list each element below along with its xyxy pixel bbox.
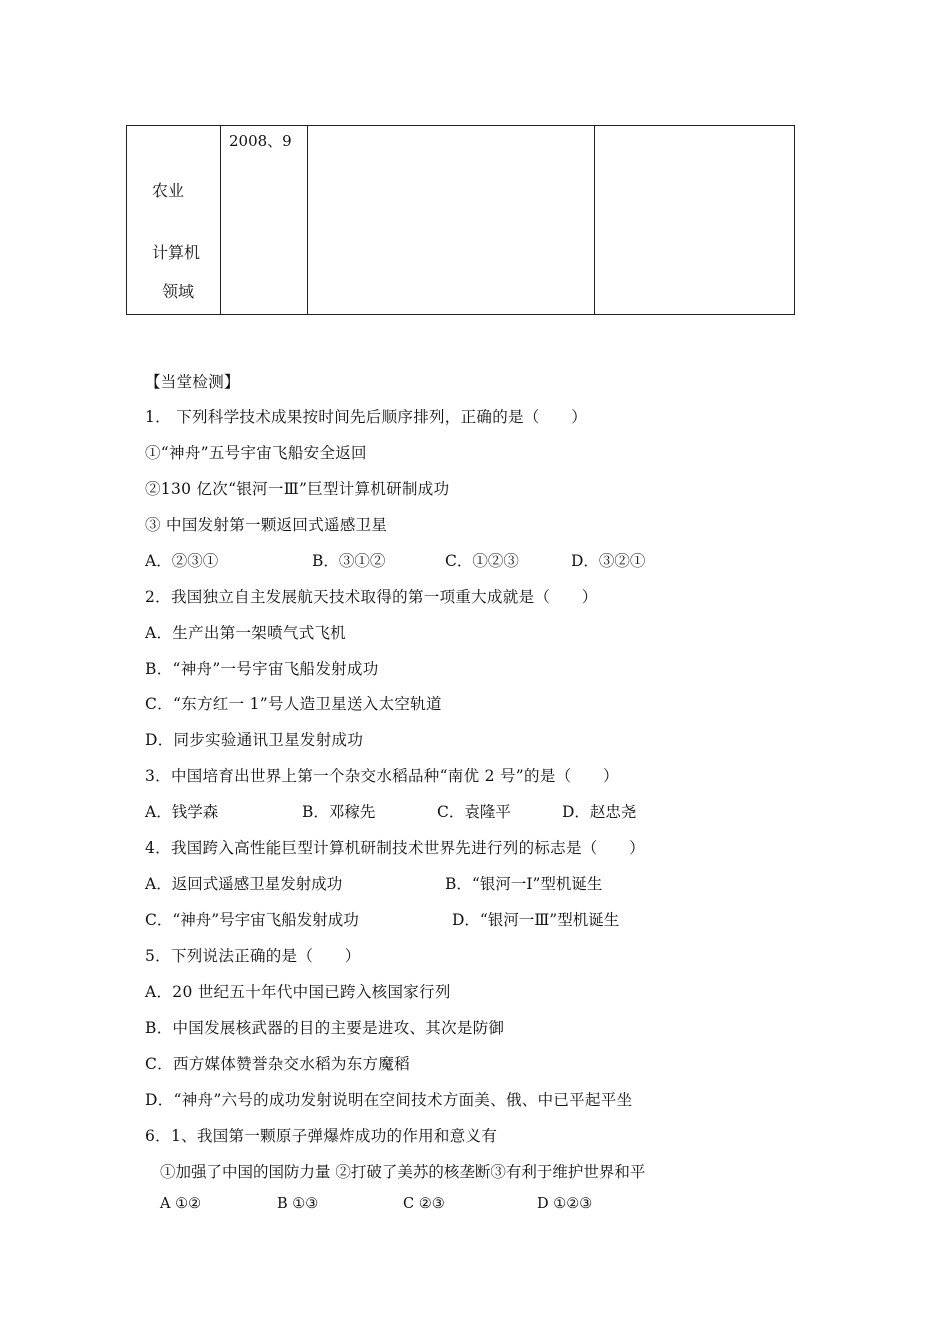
question-item: ①“神舟”五号宇宙飞船安全返回 xyxy=(145,444,367,462)
answer-option: D ①②③ xyxy=(537,1196,593,1212)
table-field-label: 领域 xyxy=(162,282,195,301)
answer-option: B．邓稼先 xyxy=(302,803,376,821)
answer-option: D．“神舟”六号的成功发射说明在空间技术方面美、俄、中已平起平坐 xyxy=(145,1091,633,1109)
question-item: ②130 亿次“银河一Ⅲ”巨型计算机研制成功 xyxy=(145,480,450,498)
question-stem: 5．下列说法正确的是（ ） xyxy=(145,947,361,965)
achievement-table xyxy=(126,125,795,315)
table-col-divider xyxy=(220,126,221,314)
answer-option: B ①③ xyxy=(277,1196,319,1212)
answer-option: A．20 世纪五十年代中国已跨入核国家行列 xyxy=(145,983,451,1001)
answer-option: C．袁隆平 xyxy=(437,803,511,821)
table-date-cell: 2008、9 xyxy=(229,132,292,150)
question-item: ①加强了中国的国防力量 ②打破了美苏的核垄断③有利于维护世界和平 xyxy=(160,1163,646,1181)
answer-option: B．③①② xyxy=(312,552,386,570)
answer-option: C．西方媒体赞誉杂交水稻为东方魔稻 xyxy=(145,1055,410,1073)
answer-option: B．中国发展核武器的目的主要是进攻、其次是防御 xyxy=(145,1019,505,1037)
answer-option: A ①② xyxy=(160,1196,202,1212)
answer-option: C．“神舟”号宇宙飞船发射成功 xyxy=(145,911,359,929)
answer-option: D．③②① xyxy=(571,552,646,570)
table-field-label: 计算机 xyxy=(152,243,201,262)
answer-option: C ②③ xyxy=(403,1196,445,1212)
table-field-label: 农业 xyxy=(152,181,185,200)
question-stem: 2．我国独立自主发展航天技术取得的第一项重大成就是（ ） xyxy=(145,588,598,606)
answer-option: C．①②③ xyxy=(445,552,519,570)
question-stem: 6．1、我国第一颗原子弹爆炸成功的作用和意义有 xyxy=(145,1127,498,1145)
answer-option: A．②③① xyxy=(145,552,219,570)
section-title: 【当堂检测】 xyxy=(145,373,240,391)
answer-option: B．“银河一Ⅰ”型机诞生 xyxy=(445,875,603,893)
table-col-divider xyxy=(307,126,308,314)
answer-option: D．“银河一Ⅲ”型机诞生 xyxy=(452,911,620,929)
question-stem: 4．我国跨入高性能巨型计算机研制技术世界先进行列的标志是（ ） xyxy=(145,839,645,857)
question-stem: 1． 下列科学技术成果按时间先后顺序排列，正确的是（ ） xyxy=(145,408,587,426)
answer-option: B．“神舟”一号宇宙飞船发射成功 xyxy=(145,660,379,678)
table-col-divider xyxy=(594,126,595,314)
answer-option: A．生产出第一架喷气式飞机 xyxy=(145,624,347,642)
answer-option: A．钱学森 xyxy=(145,803,219,821)
answer-option: C．“东方红一 1”号人造卫星送入太空轨道 xyxy=(145,695,442,713)
question-item: ③ 中国发射第一颗返回式遥感卫星 xyxy=(145,516,388,534)
answer-option: A．返回式遥感卫星发射成功 xyxy=(145,875,343,893)
answer-option: D．赵忠尧 xyxy=(562,803,637,821)
question-stem: 3．中国培育出世界上第一个杂交水稻品种“南优 2 号”的是（ ） xyxy=(145,767,619,785)
answer-option: D．同步实验通讯卫星发射成功 xyxy=(145,731,364,749)
